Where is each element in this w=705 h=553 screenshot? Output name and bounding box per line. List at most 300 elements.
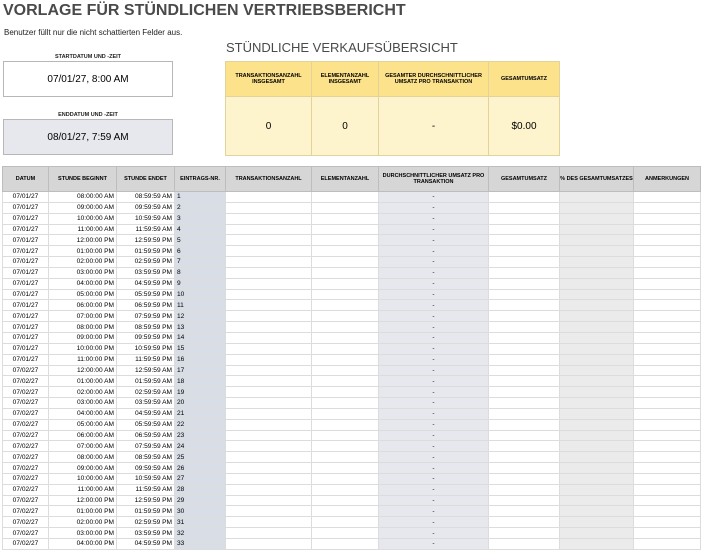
notes-cell[interactable] — [634, 311, 701, 322]
entry-no-cell: 22 — [175, 419, 226, 430]
items-cell[interactable] — [312, 343, 379, 354]
total-sales-cell[interactable] — [489, 267, 560, 278]
notes-cell[interactable] — [634, 267, 701, 278]
hour-start-cell: 11:00:00 PM — [49, 354, 117, 365]
notes-cell[interactable] — [634, 517, 701, 528]
transactions-cell[interactable] — [226, 246, 312, 257]
notes-cell[interactable] — [634, 322, 701, 333]
table-row — [3, 267, 701, 278]
notes-cell[interactable] — [634, 213, 701, 224]
entry-no-cell: 14 — [175, 332, 226, 343]
transactions-cell[interactable] — [226, 365, 312, 376]
transactions-cell[interactable] — [226, 343, 312, 354]
items-cell[interactable] — [312, 278, 379, 289]
hour-end-cell: 06:59:59 PM — [117, 300, 175, 311]
entry-no-cell: 29 — [175, 495, 226, 506]
transactions-cell[interactable] — [226, 484, 312, 495]
entry-no-cell: 25 — [175, 452, 226, 463]
hour-end-cell: 02:59:59 AM — [117, 387, 175, 398]
hour-end-cell: 10:59:59 AM — [117, 473, 175, 484]
date-cell: 07/02/27 — [3, 473, 49, 484]
avg-sales-cell: - — [379, 246, 489, 257]
hour-start-cell: 02:00:00 PM — [49, 257, 117, 268]
summary-header-avg-sales: GESAMTER DURCHSCHNITTLICHER UMSATZ PRO TRANSAKTION — [379, 62, 489, 97]
entry-no-cell: 27 — [175, 473, 226, 484]
items-cell[interactable] — [312, 484, 379, 495]
total-sales-cell[interactable] — [489, 224, 560, 235]
avg-sales-cell: - — [379, 484, 489, 495]
notes-cell[interactable] — [634, 257, 701, 268]
total-sales-cell[interactable] — [489, 463, 560, 474]
items-cell[interactable] — [312, 267, 379, 278]
items-cell[interactable] — [312, 213, 379, 224]
hour-end-cell: 03:59:59 PM — [117, 528, 175, 539]
date-cell: 07/01/27 — [3, 289, 49, 300]
hour-end-cell: 08:59:59 AM — [117, 192, 175, 203]
hour-end-cell: 11:59:59 PM — [117, 354, 175, 365]
notes-cell[interactable] — [634, 528, 701, 539]
hour-start-cell: 08:00:00 AM — [49, 192, 117, 203]
hour-start-cell: 12:00:00 PM — [49, 495, 117, 506]
hour-start-cell: 01:00:00 AM — [49, 376, 117, 387]
entry-no-cell: 20 — [175, 398, 226, 409]
avg-sales-cell: - — [379, 441, 489, 452]
avg-sales-cell: - — [379, 430, 489, 441]
avg-sales-cell: - — [379, 192, 489, 203]
items-cell[interactable] — [312, 192, 379, 203]
items-cell[interactable] — [312, 354, 379, 365]
hour-start-cell: 03:00:00 PM — [49, 267, 117, 278]
total-sales-cell[interactable] — [489, 441, 560, 452]
summary-header-total-sales: GESAMTUMSATZ — [489, 62, 560, 97]
hour-end-cell: 10:59:59 PM — [117, 343, 175, 354]
summary-table — [225, 61, 560, 156]
items-cell[interactable] — [312, 224, 379, 235]
table-row — [3, 387, 701, 398]
hour-end-cell: 01:59:59 PM — [117, 506, 175, 517]
end-datetime-label: ENDDATUM UND -ZEIT — [58, 112, 118, 118]
start-datetime-label: STARTDATUM UND -ZEIT — [54, 54, 122, 60]
items-cell[interactable] — [312, 387, 379, 398]
date-cell: 07/02/27 — [3, 398, 49, 409]
hour-end-cell: 08:59:59 PM — [117, 322, 175, 333]
items-cell[interactable] — [312, 246, 379, 257]
date-cell: 07/01/27 — [3, 343, 49, 354]
hour-start-cell: 10:00:00 AM — [49, 473, 117, 484]
total-sales-cell[interactable] — [489, 311, 560, 322]
transactions-cell[interactable] — [226, 463, 312, 474]
hour-end-cell: 07:59:59 PM — [117, 311, 175, 322]
pct-total-cell — [560, 365, 634, 376]
hour-start-cell: 07:00:00 AM — [49, 441, 117, 452]
items-cell[interactable] — [312, 365, 379, 376]
hour-end-cell: 04:59:59 PM — [117, 278, 175, 289]
transactions-cell[interactable] — [226, 506, 312, 517]
date-cell: 07/01/27 — [3, 202, 49, 213]
notes-cell[interactable] — [634, 506, 701, 517]
items-cell[interactable] — [312, 398, 379, 409]
transactions-cell[interactable] — [226, 235, 312, 246]
table-row — [3, 441, 701, 452]
notes-cell[interactable] — [634, 289, 701, 300]
pct-total-cell — [560, 419, 634, 430]
items-cell[interactable] — [312, 289, 379, 300]
entry-no-cell: 30 — [175, 506, 226, 517]
hourly-sales-table — [2, 166, 701, 550]
total-sales-cell[interactable] — [489, 430, 560, 441]
items-cell[interactable] — [312, 376, 379, 387]
transactions-cell[interactable] — [226, 311, 312, 322]
hour-end-cell: 12:59:59 AM — [117, 365, 175, 376]
notes-cell[interactable] — [634, 246, 701, 257]
date-cell: 07/01/27 — [3, 224, 49, 235]
start-datetime-field[interactable]: 07/01/27, 8:00 AM — [3, 61, 173, 97]
date-cell: 07/02/27 — [3, 484, 49, 495]
transactions-cell[interactable] — [226, 332, 312, 343]
date-cell: 07/01/27 — [3, 235, 49, 246]
items-cell[interactable] — [312, 202, 379, 213]
items-cell[interactable] — [312, 257, 379, 268]
pct-total-cell — [560, 192, 634, 203]
summary-value-total-sales: $0.00 — [489, 97, 560, 156]
notes-cell[interactable] — [634, 408, 701, 419]
total-sales-cell[interactable] — [489, 278, 560, 289]
items-cell[interactable] — [312, 452, 379, 463]
pct-total-cell — [560, 311, 634, 322]
transactions-cell[interactable] — [226, 398, 312, 409]
date-cell: 07/02/27 — [3, 408, 49, 419]
hour-start-cell: 08:00:00 PM — [49, 322, 117, 333]
items-cell[interactable] — [312, 441, 379, 452]
transactions-cell[interactable] — [226, 267, 312, 278]
table-row — [3, 430, 701, 441]
entry-no-cell: 19 — [175, 387, 226, 398]
col-header-notes: ANMERKUNGEN — [634, 167, 701, 192]
notes-cell[interactable] — [634, 365, 701, 376]
avg-sales-cell: - — [379, 289, 489, 300]
notes-cell[interactable] — [634, 192, 701, 203]
pct-total-cell — [560, 463, 634, 474]
notes-cell[interactable] — [634, 441, 701, 452]
transactions-cell[interactable] — [226, 354, 312, 365]
hour-start-cell: 07:00:00 PM — [49, 311, 117, 322]
items-cell[interactable] — [312, 517, 379, 528]
transactions-cell[interactable] — [226, 473, 312, 484]
transactions-cell[interactable] — [226, 213, 312, 224]
notes-cell[interactable] — [634, 463, 701, 474]
total-sales-cell[interactable] — [489, 408, 560, 419]
pct-total-cell — [560, 408, 634, 419]
table-row — [3, 408, 701, 419]
hour-end-cell: 02:59:59 PM — [117, 517, 175, 528]
total-sales-cell[interactable] — [489, 452, 560, 463]
table-row — [3, 257, 701, 268]
avg-sales-cell: - — [379, 278, 489, 289]
avg-sales-cell: - — [379, 343, 489, 354]
pct-total-cell — [560, 387, 634, 398]
notes-cell[interactable] — [634, 343, 701, 354]
notes-cell[interactable] — [634, 354, 701, 365]
hour-end-cell: 05:59:59 PM — [117, 289, 175, 300]
total-sales-cell[interactable] — [489, 506, 560, 517]
notes-cell[interactable] — [634, 387, 701, 398]
transactions-cell[interactable] — [226, 495, 312, 506]
pct-total-cell — [560, 300, 634, 311]
total-sales-cell[interactable] — [489, 484, 560, 495]
table-row — [3, 224, 701, 235]
items-cell[interactable] — [312, 539, 379, 550]
date-cell: 07/01/27 — [3, 213, 49, 224]
notes-cell[interactable] — [634, 473, 701, 484]
table-row — [3, 517, 701, 528]
total-sales-cell[interactable] — [489, 419, 560, 430]
hour-start-cell: 09:00:00 PM — [49, 332, 117, 343]
transactions-cell[interactable] — [226, 224, 312, 235]
total-sales-cell[interactable] — [489, 343, 560, 354]
entry-no-cell: 16 — [175, 354, 226, 365]
pct-total-cell — [560, 495, 634, 506]
entry-no-cell: 24 — [175, 441, 226, 452]
avg-sales-cell: - — [379, 213, 489, 224]
table-row — [3, 311, 701, 322]
hour-start-cell: 10:00:00 PM — [49, 343, 117, 354]
summary-header-items: ELEMENTANZAHL INSGESAMT — [312, 62, 379, 97]
date-cell: 07/02/27 — [3, 430, 49, 441]
table-row — [3, 528, 701, 539]
date-cell: 07/01/27 — [3, 267, 49, 278]
total-sales-cell[interactable] — [489, 202, 560, 213]
date-cell: 07/01/27 — [3, 278, 49, 289]
transactions-cell[interactable] — [226, 452, 312, 463]
table-row — [3, 484, 701, 495]
pct-total-cell — [560, 441, 634, 452]
hour-start-cell: 01:00:00 PM — [49, 506, 117, 517]
hour-end-cell: 04:59:59 AM — [117, 408, 175, 419]
col-header-total-sales: GESAMTUMSATZ — [489, 167, 560, 192]
hour-start-cell: 12:00:00 AM — [49, 365, 117, 376]
pct-total-cell — [560, 278, 634, 289]
hour-end-cell: 01:59:59 PM — [117, 246, 175, 257]
entry-no-cell: 18 — [175, 376, 226, 387]
avg-sales-cell: - — [379, 311, 489, 322]
avg-sales-cell: - — [379, 419, 489, 430]
notes-cell[interactable] — [634, 278, 701, 289]
transactions-cell[interactable] — [226, 408, 312, 419]
items-cell[interactable] — [312, 332, 379, 343]
table-row — [3, 463, 701, 474]
transactions-cell[interactable] — [226, 257, 312, 268]
notes-cell[interactable] — [634, 484, 701, 495]
avg-sales-cell: - — [379, 398, 489, 409]
total-sales-cell[interactable] — [489, 257, 560, 268]
items-cell[interactable] — [312, 419, 379, 430]
entry-no-cell: 10 — [175, 289, 226, 300]
pct-total-cell — [560, 289, 634, 300]
pct-total-cell — [560, 398, 634, 409]
total-sales-cell[interactable] — [489, 354, 560, 365]
total-sales-cell[interactable] — [489, 332, 560, 343]
total-sales-cell[interactable] — [489, 235, 560, 246]
entry-no-cell: 28 — [175, 484, 226, 495]
items-cell[interactable] — [312, 495, 379, 506]
transactions-cell[interactable] — [226, 419, 312, 430]
pct-total-cell — [560, 484, 634, 495]
table-row — [3, 235, 701, 246]
hour-end-cell: 09:59:59 AM — [117, 463, 175, 474]
hour-end-cell: 06:59:59 AM — [117, 430, 175, 441]
total-sales-cell[interactable] — [489, 473, 560, 484]
avg-sales-cell: - — [379, 539, 489, 550]
entry-no-cell: 6 — [175, 246, 226, 257]
total-sales-cell[interactable] — [489, 376, 560, 387]
hour-start-cell: 01:00:00 PM — [49, 246, 117, 257]
items-cell[interactable] — [312, 473, 379, 484]
notes-cell[interactable] — [634, 332, 701, 343]
avg-sales-cell: - — [379, 354, 489, 365]
pct-total-cell — [560, 517, 634, 528]
pct-total-cell — [560, 246, 634, 257]
pct-total-cell — [560, 376, 634, 387]
transactions-cell[interactable] — [226, 376, 312, 387]
entry-no-cell: 23 — [175, 430, 226, 441]
transactions-cell[interactable] — [226, 387, 312, 398]
transactions-cell[interactable] — [226, 202, 312, 213]
hour-end-cell: 12:59:59 PM — [117, 495, 175, 506]
hour-start-cell: 05:00:00 AM — [49, 419, 117, 430]
pct-total-cell — [560, 430, 634, 441]
pct-total-cell — [560, 224, 634, 235]
transactions-cell[interactable] — [226, 517, 312, 528]
date-cell: 07/02/27 — [3, 495, 49, 506]
total-sales-cell[interactable] — [489, 495, 560, 506]
avg-sales-cell: - — [379, 463, 489, 474]
date-cell: 07/01/27 — [3, 257, 49, 268]
hour-start-cell: 04:00:00 AM — [49, 408, 117, 419]
avg-sales-cell: - — [379, 495, 489, 506]
hour-start-cell: 10:00:00 AM — [49, 213, 117, 224]
date-cell: 07/02/27 — [3, 376, 49, 387]
pct-total-cell — [560, 213, 634, 224]
date-cell: 07/01/27 — [3, 192, 49, 203]
transactions-cell[interactable] — [226, 289, 312, 300]
total-sales-cell[interactable] — [489, 387, 560, 398]
date-cell: 07/01/27 — [3, 332, 49, 343]
total-sales-cell[interactable] — [489, 539, 560, 550]
table-row — [3, 246, 701, 257]
items-cell[interactable] — [312, 311, 379, 322]
hour-start-cell: 11:00:00 AM — [49, 484, 117, 495]
table-row — [3, 398, 701, 409]
entry-no-cell: 21 — [175, 408, 226, 419]
notes-cell[interactable] — [634, 539, 701, 550]
items-cell[interactable] — [312, 322, 379, 333]
hour-end-cell: 03:59:59 AM — [117, 398, 175, 409]
total-sales-cell[interactable] — [489, 322, 560, 333]
total-sales-cell[interactable] — [489, 213, 560, 224]
avg-sales-cell: - — [379, 267, 489, 278]
notes-cell[interactable] — [634, 495, 701, 506]
date-cell: 07/02/27 — [3, 441, 49, 452]
notes-cell[interactable] — [634, 300, 701, 311]
table-row — [3, 539, 701, 550]
transactions-cell[interactable] — [226, 430, 312, 441]
notes-cell[interactable] — [634, 202, 701, 213]
date-cell: 07/02/27 — [3, 539, 49, 550]
total-sales-cell[interactable] — [489, 365, 560, 376]
items-cell[interactable] — [312, 235, 379, 246]
total-sales-cell[interactable] — [489, 289, 560, 300]
pct-total-cell — [560, 202, 634, 213]
pct-total-cell — [560, 322, 634, 333]
summary-value-avg-sales: - — [379, 97, 489, 156]
avg-sales-cell: - — [379, 224, 489, 235]
total-sales-cell[interactable] — [489, 517, 560, 528]
pct-total-cell — [560, 452, 634, 463]
hour-end-cell: 01:59:59 AM — [117, 376, 175, 387]
pct-total-cell — [560, 332, 634, 343]
col-header-date: DATUM — [3, 167, 49, 192]
notes-cell[interactable] — [634, 419, 701, 430]
table-row — [3, 376, 701, 387]
items-cell[interactable] — [312, 408, 379, 419]
notes-cell[interactable] — [634, 398, 701, 409]
hour-start-cell: 09:00:00 AM — [49, 202, 117, 213]
summary-title: STÜNDLICHE VERKAUFSÜBERSICHT — [226, 40, 458, 55]
transactions-cell[interactable] — [226, 278, 312, 289]
hour-start-cell: 06:00:00 AM — [49, 430, 117, 441]
transactions-cell[interactable] — [226, 300, 312, 311]
transactions-cell[interactable] — [226, 539, 312, 550]
date-cell: 07/01/27 — [3, 300, 49, 311]
notes-cell[interactable] — [634, 235, 701, 246]
total-sales-cell[interactable] — [489, 300, 560, 311]
table-row — [3, 278, 701, 289]
hour-start-cell: 11:00:00 AM — [49, 224, 117, 235]
notes-cell[interactable] — [634, 430, 701, 441]
transactions-cell[interactable] — [226, 192, 312, 203]
avg-sales-cell: - — [379, 322, 489, 333]
col-header-pct-total: % DES GESAMTUMSATZES — [560, 167, 634, 192]
entry-no-cell: 33 — [175, 539, 226, 550]
entry-no-cell: 3 — [175, 213, 226, 224]
table-row — [3, 506, 701, 517]
transactions-cell[interactable] — [226, 528, 312, 539]
total-sales-cell[interactable] — [489, 528, 560, 539]
notes-cell[interactable] — [634, 452, 701, 463]
avg-sales-cell: - — [379, 365, 489, 376]
total-sales-cell[interactable] — [489, 192, 560, 203]
hour-end-cell: 05:59:59 AM — [117, 419, 175, 430]
transactions-cell[interactable] — [226, 441, 312, 452]
pct-total-cell — [560, 235, 634, 246]
items-cell[interactable] — [312, 300, 379, 311]
table-row — [3, 300, 701, 311]
notes-cell[interactable] — [634, 376, 701, 387]
transactions-cell[interactable] — [226, 322, 312, 333]
items-cell[interactable] — [312, 506, 379, 517]
items-cell[interactable] — [312, 463, 379, 474]
items-cell[interactable] — [312, 430, 379, 441]
date-cell: 07/01/27 — [3, 322, 49, 333]
notes-cell[interactable] — [634, 224, 701, 235]
avg-sales-cell: - — [379, 376, 489, 387]
items-cell[interactable] — [312, 528, 379, 539]
total-sales-cell[interactable] — [489, 398, 560, 409]
avg-sales-cell: - — [379, 202, 489, 213]
pct-total-cell — [560, 354, 634, 365]
total-sales-cell[interactable] — [489, 246, 560, 257]
hour-start-cell: 03:00:00 PM — [49, 528, 117, 539]
